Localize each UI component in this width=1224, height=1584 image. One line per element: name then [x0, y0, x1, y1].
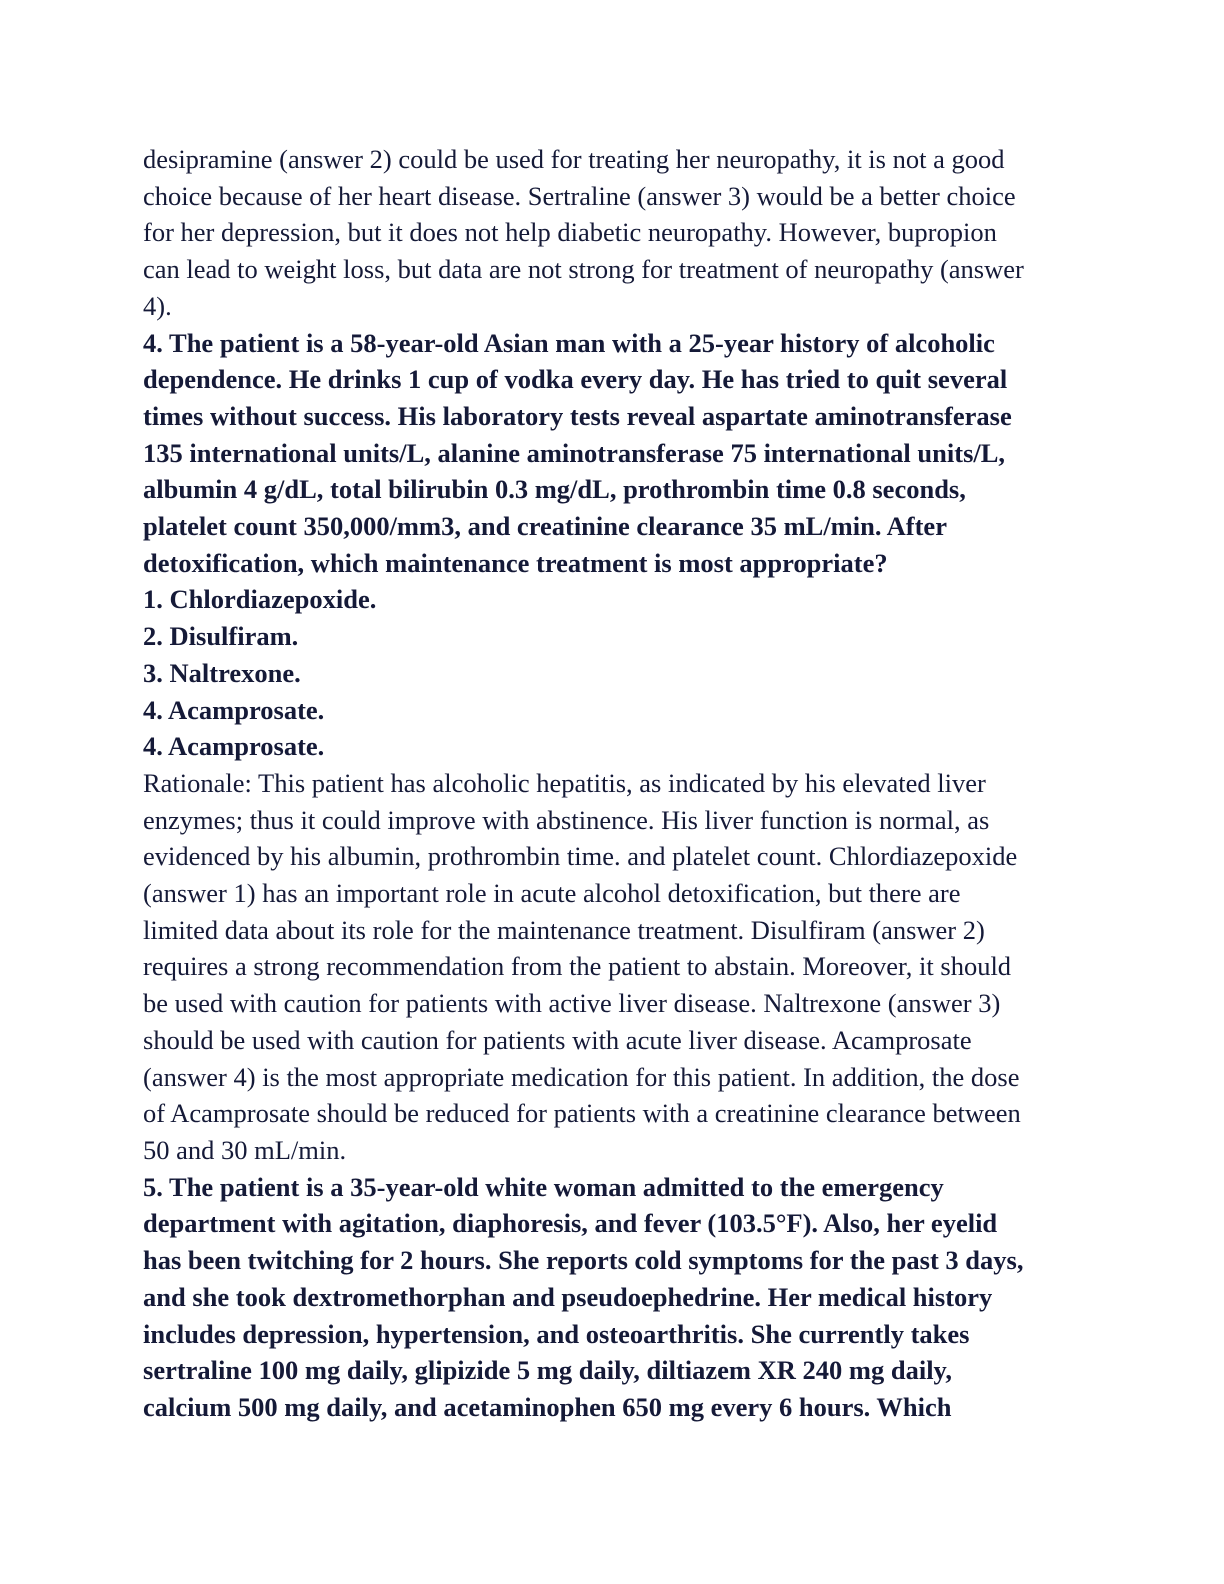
document-page [143, 141, 1083, 1426]
previous-rationale-continuation [143, 141, 1083, 325]
answer-option: 3. Naltrexone. [143, 657, 301, 688]
text-line: times without success. His laboratory tests reveal aspartate aminotransferase [143, 400, 1012, 431]
text-line: dependence. He drinks 1 cup of vodka every day. He has tried to quit several [143, 364, 1008, 395]
text-line: (answer 4) is the most appropriate medication for this patient. In addition, the dose [143, 1061, 1020, 1092]
text-line: and she took dextromethorphan and pseudoephedrine. Her medical history [143, 1281, 993, 1312]
text-line: requires a strong recommendation from the patient to abstain. Moreover, it should [143, 951, 1012, 982]
question-4-rationale [143, 765, 1083, 1169]
text-line: 50 and 30 mL/min. [143, 1134, 347, 1165]
question-5-stem [143, 1169, 1083, 1426]
text-line: be used with caution for patients with active liver disease. Naltrexone (answer 3) [143, 988, 1001, 1019]
text-line: can lead to weight loss, but data are not strong for treatment of neuropathy (answer [143, 254, 1024, 285]
question-4-answer [143, 728, 1083, 765]
question-4-stem [143, 325, 1083, 582]
text-line: choice because of her heart disease. Sertraline (answer 3) would be a better choice [143, 180, 1016, 211]
question-4-options [143, 581, 1083, 728]
text-line: limited data about its role for the maintenance treatment. Disulfiram (answer 2) [143, 914, 985, 945]
text-line: 135 international units/L, alanine aminotransferase 75 international units/L, [143, 437, 1006, 468]
answer-option: 4. Acamprosate. [143, 694, 325, 725]
text-line: evidenced by his albumin, prothrombin time. and platelet count. Chlordiazepoxide [143, 841, 1018, 872]
correct-answer: 4. Acamprosate. [143, 731, 325, 762]
answer-option: 2. Disulfiram. [143, 621, 299, 652]
text-line: enzymes; thus it could improve with abstinence. His liver function is normal, as [143, 804, 990, 835]
text-line: detoxification, which maintenance treatment is most appropriate? [143, 547, 888, 578]
text-line: Rationale: This patient has alcoholic hepatitis, as indicated by his elevated liver [143, 767, 986, 798]
text-line: has been twitching for 2 hours. She reports cold symptoms for the past 3 days, [143, 1245, 1024, 1276]
text-line: 4). [143, 290, 172, 321]
text-line: platelet count 350,000/mm3, and creatinine clearance 35 mL/min. After [143, 511, 947, 542]
text-line: should be used with caution for patients with acute liver disease. Acamprosate [143, 1024, 972, 1055]
text-line: calcium 500 mg daily, and acetaminophen 650 mg every 6 hours. Which [143, 1391, 952, 1422]
text-line: department with agitation, diaphoresis, and fever (103.5°F). Also, her eyelid [143, 1208, 998, 1239]
text-line: of Acamprosate should be reduced for patients with a creatinine clearance between [143, 1098, 1021, 1129]
text-line: sertraline 100 mg daily, glipizide 5 mg daily, diltiazem XR 240 mg daily, [143, 1355, 952, 1386]
text-line: 4. The patient is a 58-year-old Asian man with a 25-year history of alcoholic [143, 327, 995, 358]
text-line: 5. The patient is a 35-year-old white woman admitted to the emergency [143, 1171, 944, 1202]
text-line: (answer 1) has an important role in acute alcohol detoxification, but there are [143, 878, 961, 909]
text-line: desipramine (answer 2) could be used for treating her neuropathy, it is not a good [143, 144, 1005, 174]
text-line: for her depression, but it does not help diabetic neuropathy. However, bupropion [143, 217, 997, 248]
text-line: includes depression, hypertension, and osteoarthritis. She currently takes [143, 1318, 970, 1349]
answer-option: 1. Chlordiazepoxide. [143, 584, 377, 615]
text-line: albumin 4 g/dL, total bilirubin 0.3 mg/dL, prothrombin time 0.8 seconds, [143, 474, 966, 505]
